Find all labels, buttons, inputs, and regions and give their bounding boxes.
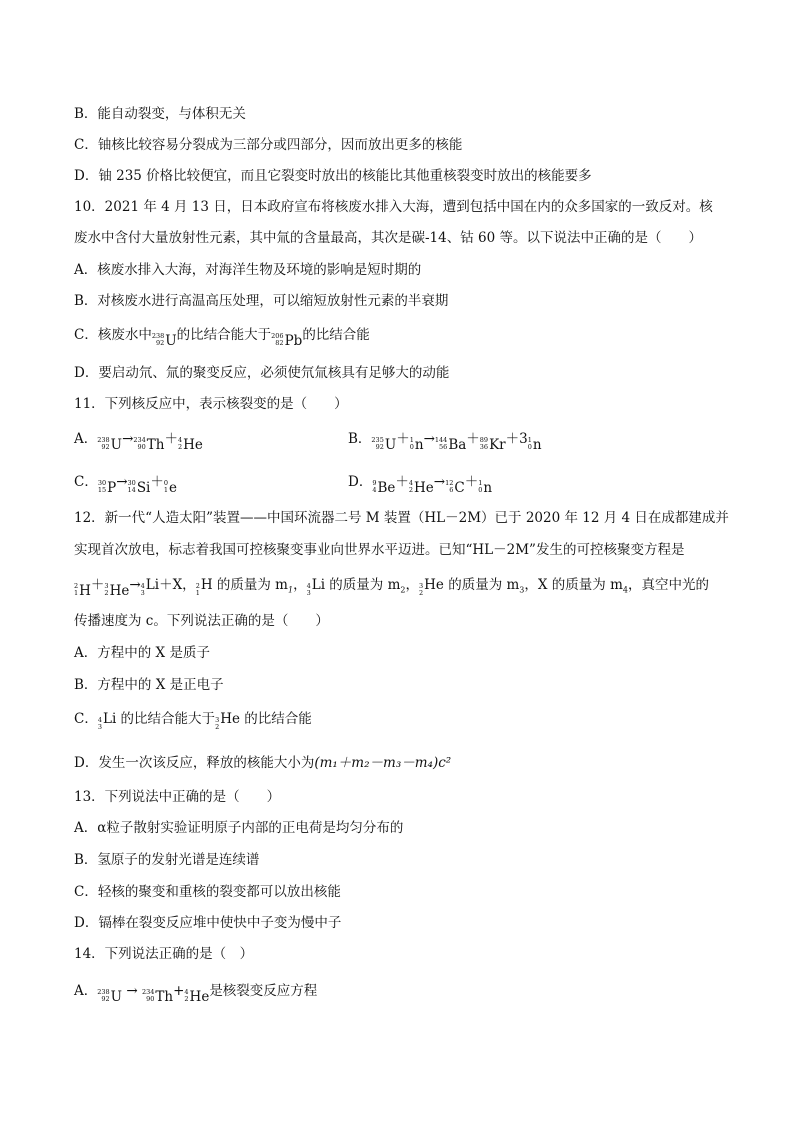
nuclide-pb206: 206 82 Pb [271, 332, 303, 349]
nuclide-u238: 238 92 U [151, 332, 177, 349]
q12-option-d: D．发生一次该反应，释放的核能大小为(m₁＋m₂－m₃－m₄)c² [74, 755, 452, 771]
q13-option-c: C．轻核的聚变和重核的裂变都可以放出核能 [74, 884, 341, 900]
q11-stem: 11．下列核反应中，表示核裂变的是（ ） [74, 396, 348, 412]
q12-option-b: B．方程中的 X 是正电子 [74, 677, 224, 693]
q12-option-a: A．方程中的 X 是质子 [74, 645, 210, 661]
q10-option-a: A．核废水排入大海，对海洋生物及环境的影响是短时期的 [74, 262, 422, 278]
q13-option-a: A．α粒子散射实验证明原子内部的正电荷是均匀分布的 [74, 820, 404, 836]
q10-option-c: C．核废水中 238 92 U 的比结合能大于 206 82 Pb 的比结合能 [74, 327, 370, 349]
q13-option-b: B．氢原子的发射光谱是连续谱 [74, 852, 260, 868]
q13-option-d: D．镉棒在裂变反应堆中使快中子变为慢中子 [74, 915, 342, 931]
q11-option-b: B． 235 92 U ＋ 1 0 n → 144 56 Ba ＋ 89 36 Kr ＋3 1 0 n [348, 431, 542, 453]
q14-option-a: A． 238 92 U → 234 90 Th+ 4 2 He是核裂变反应方程 [74, 983, 318, 1005]
q9-option-d: D．铀 235 价格比较便宜，而且它裂变时放出的核能比其他重核裂变时放出的核能要多 [74, 168, 592, 184]
q12-stem-line4: 传播速度为 c。下列说法正确的是（ ） [74, 613, 329, 629]
q10-stem-line2: 废水中含付大量放射性元素，其中氚的含量最高，其次是碳-14、钴 60 等。以下说法中正确的是（ ） [74, 230, 702, 246]
q10-stem-line1: 10．2021 年 4 月 13 日，日本政府宣布将核废水排入大海，遭到包括中国在内的众多国家的一致反对。核 [74, 199, 713, 215]
q11-option-c: C． 30 15 P → 30 14 Si ＋ 0 1 e [74, 474, 178, 496]
q11-option-d: D． 9 4 Be ＋ 4 2 He → 12 6 C ＋ 1 0 n [348, 474, 493, 496]
q10-option-b: B．对核废水进行高温高压处理，可以缩短放射性元素的半衰期 [74, 293, 449, 309]
q13-stem: 13．下列说法中正确的是（ ） [74, 789, 281, 805]
q12-equation-line: 2 1 H＋ 3 2 He→ 4 3 Li＋X， 2 1 H 的质量为 $m_1$， 4 3 Li 的质量为 $m_2$， 3 2 He 的质量为 $m_3$，X 的质量为 $m_4$，真空中光的 [74, 577, 709, 599]
q12-option-c: C． 4 3 Li 的比结合能大于 3 2 He 的比结合能 [74, 711, 312, 731]
q14-stem: 14．下列说法正确的是（ ） [74, 946, 254, 962]
q10-option-d: D．要启动氘、氚的聚变反应，必须使氘氚核具有足够大的动能 [74, 365, 450, 381]
q12-stem-line1: 12．新一代“人造太阳”装置——中国环流器二号 M 装置（HL－2M）已于 2020 年 12 月 4 日在成都建成并 [74, 510, 729, 526]
q9-option-b: B．能自动裂变，与体积无关 [74, 106, 246, 122]
q12-stem-line2: 实现首次放电，标志着我国可控核聚变事业向世界水平迈进。已知“HL－2M”发生的可控核聚变方程是 [74, 542, 685, 558]
q11-option-a: A． 238 92 U → 234 90 Th ＋ 4 2 He [74, 431, 203, 453]
q9-option-c: C．铀核比较容易分裂成为三部分或四部分，因而放出更多的核能 [74, 137, 463, 153]
